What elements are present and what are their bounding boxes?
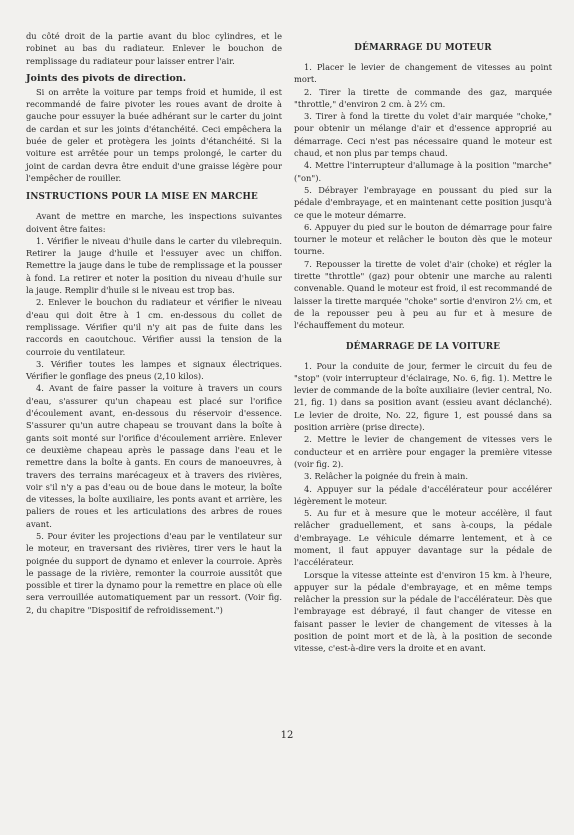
left-column — [26, 30, 282, 616]
avant-paragraph: Avant de mettre en marche, les inspections suivantes doivent être faites: — [26, 211, 282, 234]
voiture-item: 3. Relâcher la poignée du frein à main. — [304, 471, 469, 482]
moteur-item: 4. Mettre l'interrupteur d'allumage à la position "marche" ("on"). — [294, 160, 552, 183]
moteur-item: 1. Placer le levier de changement de vitesses au point mort. — [294, 62, 552, 85]
left-item: 5. Pour éviter les projections d'eau par le ventilateur sur le moteur, en traversant des rivières, tirer vers le haut la poignée du support de dynamo et enlever la courroie. Après le passage de la rivière, remonter la courroie aussitôt que possible et tirer la dynamo pour la remettre en place où elle sera verrouillée automatiquement par un ressort. (Voir fig. 2, du chapitre "Dispositif de refroidissement.") — [26, 530, 282, 615]
demarrage-voiture-heading: DÉMARRAGE DE LA VOITURE — [345, 341, 501, 352]
right-column — [294, 38, 552, 655]
voiture-item: Lorsque la vitesse atteinte est d'environ 15 km. à l'heure, appuyer sur la pédale d'embrayage, et en même temps relâcher la pression sur la pédale de l'accélérateur. Dès que l'embrayage est débrayé, il faut changer de vitesse en faisant passer le levier de changement de vitesses à la position de point mort et de là, à la position de seconde vitesse, c'est-à-dire vers la droite et en avant. — [294, 569, 552, 654]
voiture-item: 5. Au fur et à mesure que le moteur accélère, il faut relâcher graduellement, et sans à-coups, la pédale d'embrayage. Le véhicule démarre lentement, et à ce moment, il faut appuyer davantage sur la pédale de l'accélérateur. — [294, 508, 552, 568]
instructions-heading: INSTRUCTIONS POUR LA MISE EN MARCHE — [26, 192, 258, 203]
moteur-item: 5. Débrayer l'embrayage en poussant du pied sur la pédale d'embrayage, et en maintenant cette position jusqu'à ce que le moteur démarre. — [294, 184, 552, 220]
intro-paragraph: du côté droit de la partie avant du bloc cylindres, et le robinet au bas du radiateur. Enlever le bouchon de remplissage du radiateur pour laisser entrer l'air. — [26, 31, 282, 66]
left-item: 1. Vérifier le niveau d'huile dans le carter du vilebrequin. Retirer la jauge d'huile et l'essuyer avec un chiffon. Remettre la jauge dans le tube de remplissage et la pousser à fond. La retirer et noter la position du niveau d'huile sur la jauge. Remplir d'huile si le niveau est trop bas. — [26, 235, 282, 296]
moteur-item: 2. Tirer la tirette de commande des gaz, marquée "throttle," d'environ 2 cm. à 2½ cm. — [294, 86, 552, 109]
voiture-item: 2. Mettre le levier de changement de vitesses vers le conducteur et en arrière pour engager la première vitesse (voir fig. 2). — [294, 434, 552, 469]
moteur-item: 3. Tirer à fond la tirette du volet d'air marquée "choke," pour obtenir un mélange d'air et d'essence approprié au démarrage. Ceci n'est pas nécessaire quand le moteur est chaud, et non plus par temps chaud. — [294, 111, 552, 159]
voiture-item: 1. Pour la conduite de jour, fermer le circuit du feu de "stop" (voir interrupteur d'éclairage, No. 6, fig. 1). Mettre le levier de commande de la boîte auxiliaire (levier central, No. 21, fig. 1) dans sa position avant (essieu avant déclanché). Le levier de droite, No. 22, figure 1, est poussé dans sa position arrière (prise directe). — [294, 360, 552, 433]
moteur-item: 6. Appuyer du pied sur le bouton de démarrage pour faire tourner le moteur et relâcher le bouton dès que le moteur tourne. — [294, 221, 552, 257]
page-number: 12 — [280, 730, 294, 741]
joints-paragraph: Si on arrête la voiture par temps froid et humide, il est recommandé de faire pivoter les roues avant de droite à gauche pour essuyer la buée adhérant sur le carter du joint de cardan et sur les joints d'étanchéité. Ceci empêchera la buée de geler et protègera les joints d'étanchéité. Si la voiture est arrêtée pour un temps prolongé, le carter du joint de cardan devra être enduit d'une graisse légère pour l'empêcher de rouiller. — [26, 86, 282, 183]
demarrage-moteur-heading: DÉMARRAGE DU MOTEUR — [354, 43, 492, 53]
left-item: 2. Enlever le bouchon du radiateur et vérifier le niveau d'eau qui doit être à 1 cm. en-dessous du collet de remplissage. Vérifier qu'il n'y ait pas de fuite dans les raccords en caoutchouc. Vérifier aussi la tension de la courroie du ventilateur. — [26, 297, 282, 357]
voiture-item: 4. Appuyer sur la pédale d'accélérateur pour accélérer légèrement le moteur. — [294, 483, 552, 506]
left-item: 3. Vérifier toutes les lampes et signaux électriques. Vérifier le gonflage des pneus (2,10 kilos). — [26, 358, 282, 382]
moteur-item: 7. Repousser la tirette de volet d'air (choke) et régler la tirette "throttle" (gaz) pour obtenir une marche au ralenti convenable. Quand le moteur est froid, il est recommandé de laisser la tirette marquée "choke" sortie d'environ 2½ cm, et de la repousser peu à peu au fur et à mesure de l'échauffement du moteur. — [294, 258, 552, 331]
joints-heading: Joints des pivots de direction. — [26, 72, 187, 84]
left-item: 4. Avant de faire passer la voiture à travers un cours d'eau, s'assurer qu'un chapeau est placé sur l'orifice d'écoulement avant, en-dessous du réservoir d'essence. S'assurer qu'un autre chapeau se trouvant dans la boîte à gants soit monté sur l'orifice d'écoulement arrière. Enlever ce deuxième chapeau après le passage dans l'eau et le remettre dans la boîte à gants. En cours de manoeuvres, à travers des terrains marécageux et à travers des rivières, voir s'il n'y a pas d'eau ou de boue dans le moteur, la boîte de vitesses, la boîte auxiliaire, les ponts avant et arrière, les paliers de roues et les articulations des arbres de roues avant. — [26, 383, 282, 529]
